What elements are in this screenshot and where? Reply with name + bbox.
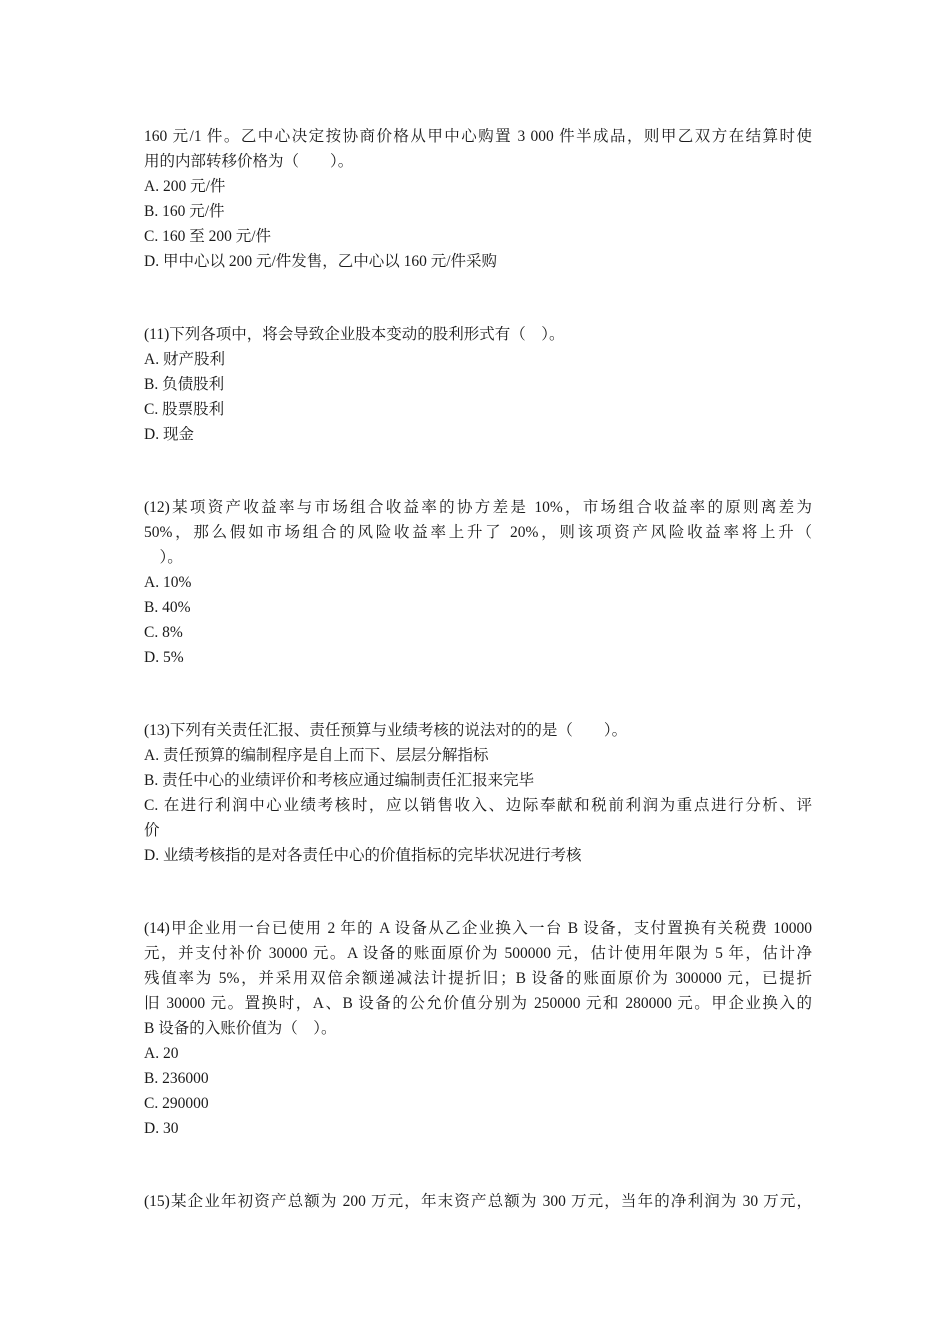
question-14 (144, 916, 812, 1141)
question-10-continued (144, 124, 812, 274)
question-stem-line: (15)某企业年初资产总额为 200 万元，年末资产总额为 300 万元，当年的净利润为 30 万元， (144, 1193, 812, 1210)
option-c: C. 在进行利润中心业绩考核时，应以销售收入、边际奉献和税前利润为重点进行分析、评 (144, 797, 812, 814)
question-stem-line: 元，并支付补价 30000 元。A 设备的账面原价为 500000 元，估计使用年限为 5 年，估计净 (144, 945, 812, 962)
question-stem-line: (11)下列各项中，将会导致企业股本变动的股利形式有（ ）。 (144, 326, 565, 343)
option-a: A. 财产股利 (144, 351, 225, 368)
option-b: B. 40% (144, 599, 191, 616)
document-body (144, 124, 812, 1214)
option-d: D. 30 (144, 1120, 179, 1137)
option-c: C. 8% (144, 624, 183, 641)
option-c: C. 160 至 200 元/件 (144, 228, 272, 245)
option-b: B. 负债股利 (144, 376, 225, 393)
option-a: A. 200 元/件 (144, 178, 226, 195)
question-stem-line: B 设备的入账价值为（ ）。 (144, 1020, 337, 1037)
option-a: A. 责任预算的编制程序是自上而下、层层分解指标 (144, 747, 489, 764)
option-d: D. 现金 (144, 426, 194, 443)
question-stem-line: 50%，那么假如市场组合的风险收益率上升了 20%，则该项资产风险收益率将上升（ (144, 524, 812, 541)
question-stem-line: 旧 30000 元。置换时，A、B 设备的公允价值分别为 250000 元和 280000 元。甲企业换入的 (144, 995, 812, 1012)
option-d: D. 业绩考核指的是对各责任中心的价值指标的完毕状况进行考核 (144, 847, 582, 864)
question-stem-line: (13)下列有关责任汇报、责任预算与业绩考核的说法对的的是（ ）。 (144, 722, 628, 739)
option-b: B. 责任中心的业绩评价和考核应通过编制责任汇报来完毕 (144, 772, 535, 789)
option-b: B. 236000 (144, 1070, 209, 1087)
option-a: A. 10% (144, 574, 192, 591)
option-c: C. 290000 (144, 1095, 209, 1112)
option-d: D. 5% (144, 649, 184, 666)
option-a: A. 20 (144, 1045, 179, 1062)
question-stem-line: (12)某项资产收益率与市场组合收益率的协方差是 10%，市场组合收益率的原则离差为 (144, 499, 812, 516)
question-11 (144, 322, 812, 447)
question-stem-line: (14)甲企业用一台已使用 2 年的 A 设备从乙企业换入一台 B 设备，支付置换有关税费 10000 (144, 920, 812, 937)
option-b: B. 160 元/件 (144, 203, 225, 220)
question-stem-line: 用的内部转移价格为（ ）。 (144, 153, 354, 170)
question-12 (144, 495, 812, 670)
question-stem-line: ）。 (144, 549, 183, 566)
question-stem-line: 160 元/1 件。乙中心决定按协商价格从甲中心购置 3 000 件半成品，则甲乙双方在结算时使 (144, 128, 812, 145)
question-15 (144, 1189, 812, 1214)
question-13 (144, 718, 812, 868)
option-c: C. 股票股利 (144, 401, 225, 418)
question-stem-line: 残值率为 5%，并采用双倍余额递减法计提折旧；B 设备的账面原价为 300000 元，已提折 (144, 970, 812, 987)
option-c-continued: 价 (144, 822, 160, 839)
option-d: D. 甲中心以 200 元/件发售，乙中心以 160 元/件采购 (144, 253, 498, 270)
